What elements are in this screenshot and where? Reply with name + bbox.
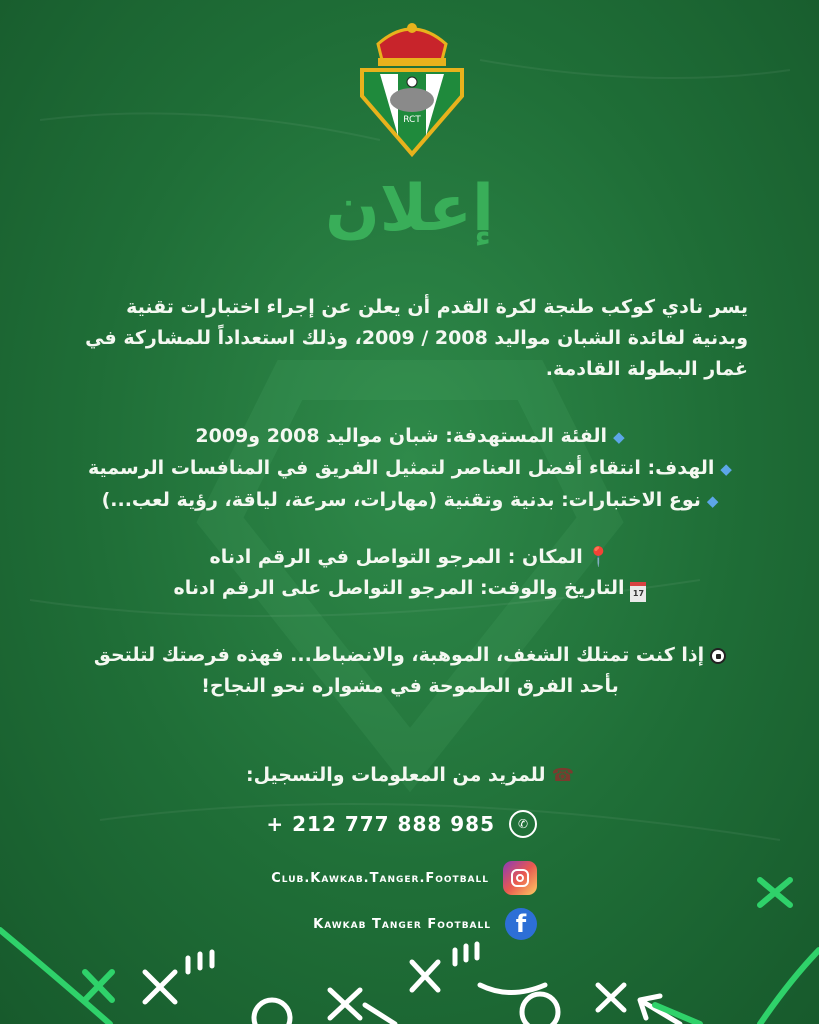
- more-info: [60, 760, 760, 791]
- crest-text: RCT: [403, 115, 421, 125]
- phone-number[interactable]: + 212 777 888 985: [266, 812, 495, 836]
- diamond-bullet-icon: ◆: [720, 460, 732, 478]
- phone-icon: ☎: [551, 765, 574, 786]
- soccer-ball-icon: [710, 648, 726, 664]
- diamond-bullet-icon: ◆: [706, 492, 719, 510]
- detail-target-group: ◆الفئة المستهدفة: شبان مواليد 2008 و2009: [195, 425, 625, 447]
- motivation-line: إذا كنت تمتلك الشغف، الموهبة، والانضباط... فهذه فرصتك لتلتحق: [60, 640, 760, 671]
- pin-icon: 📍: [586, 546, 611, 568]
- phone-contact[interactable]: [266, 806, 537, 842]
- intro-line: وبدنية لفائدة الشبان مواليد 2008 / 2009، وذلك استعداداً للمشاركة في: [85, 327, 748, 349]
- intro-line: غمار البطولة القادمة.: [545, 358, 748, 380]
- detail-test-type: ◆نوع الاختبارات: بدنية وتقنية (مهارات، سرعة، لياقة، رؤية لعب...): [101, 489, 719, 511]
- instagram-handle[interactable]: Club.Kawkab.Tanger.Football: [271, 870, 489, 886]
- diamond-bullet-icon: ◆: [613, 428, 625, 446]
- tactic-marks: [145, 944, 680, 1024]
- datetime-line: 17التاريخ والوقت: المرجو التواصل على الرقم ادناه: [60, 573, 760, 604]
- intro-paragraph: [68, 292, 748, 385]
- detail-goal: ◆الهدف: انتقاء أفضل العناصر لتمثيل الفريق في المنافسات الرسمية: [88, 457, 732, 479]
- facebook-handle[interactable]: Kawkab Tanger Football: [313, 916, 491, 932]
- whatsapp-icon[interactable]: ✆: [509, 810, 537, 838]
- logistics: [60, 542, 760, 604]
- announcement-title: إعلان: [325, 172, 494, 246]
- calendar-icon: 17: [630, 582, 646, 602]
- details-list: [60, 421, 760, 517]
- more-info-line: ☎للمزيد من المعلومات والتسجيل:: [245, 764, 574, 786]
- facebook-icon[interactable]: f: [505, 908, 537, 940]
- instagram-icon[interactable]: [503, 861, 537, 895]
- instagram-contact[interactable]: [271, 860, 537, 896]
- crest-logo-icon: [358, 16, 466, 158]
- intro-line: يسر نادي كوكب طنجة لكرة القدم أن يعلن عن إجراء اختبارات تقنية: [126, 296, 748, 318]
- motivation: [60, 640, 760, 702]
- motivation-line: بأحد الفرق الطموحة في مشواره نحو النجاح!: [201, 675, 619, 697]
- facebook-contact[interactable]: [313, 906, 537, 942]
- place-line: 📍المكان : المرجو التواصل في الرقم ادناه: [209, 546, 611, 568]
